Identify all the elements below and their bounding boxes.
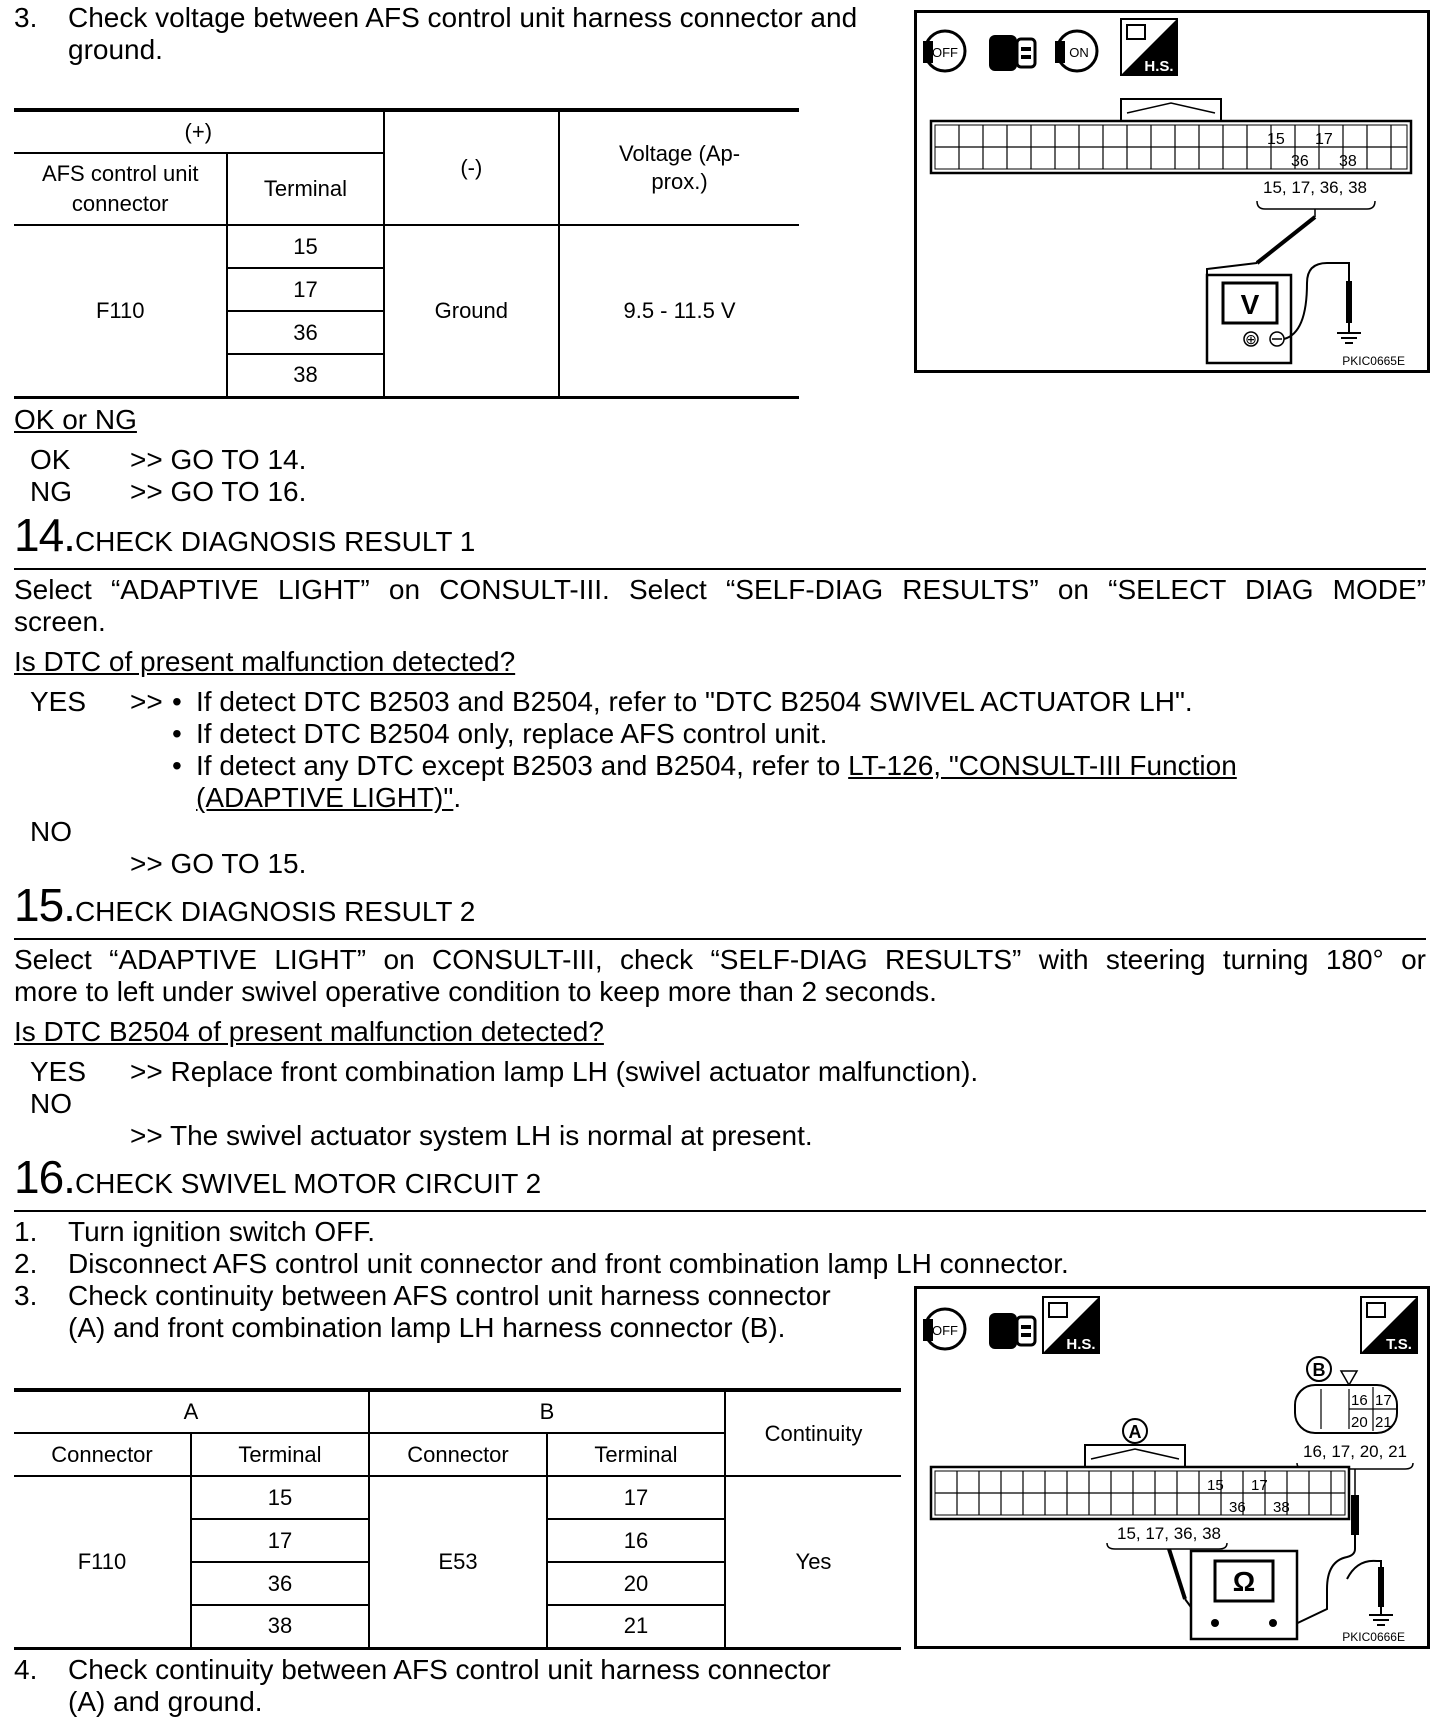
terminal-header: Terminal	[547, 1433, 725, 1476]
a-terminal-value: 36	[191, 1562, 369, 1605]
svg-text:20: 20	[1351, 1414, 1368, 1431]
svg-text:H.S.: H.S.	[1144, 58, 1174, 75]
no-label: NO	[30, 1088, 72, 1119]
step-4-line1: 4. Check continuity between AFS control unit harness connector	[14, 1654, 831, 1685]
svg-text:T.S.: T.S.	[1386, 1336, 1412, 1353]
svg-text:17: 17	[1315, 131, 1333, 148]
bullet-item: If detect any DTC except B2503 and B2504, refer to LT-126, "CONSULT-III Function	[196, 750, 1237, 781]
yes-arrow: >>	[130, 686, 163, 717]
harness-side-icon	[1121, 19, 1177, 75]
terminal-side-icon	[1361, 1297, 1417, 1353]
ignition-off-icon	[923, 1309, 965, 1349]
connector-header: Connector	[14, 1433, 191, 1476]
a-pin-list-label: 15, 17, 36, 38	[1117, 1524, 1221, 1543]
svg-text:H.S.: H.S.	[1066, 1336, 1096, 1353]
bullet-item-continued: (ADAPTIVE LIGHT)".	[196, 782, 462, 813]
connector-disconnect-icon	[989, 1313, 1035, 1349]
terminal-value: 17	[227, 268, 383, 311]
b-terminal-value: 21	[547, 1605, 725, 1648]
connector-disconnect-icon	[989, 35, 1035, 71]
ng-label: NG	[30, 476, 72, 507]
ground-symbol	[1369, 1607, 1393, 1625]
b-terminal-value: 17	[547, 1476, 725, 1519]
figure-code: PKIC0666E	[1342, 1630, 1405, 1644]
voltage-diagram	[917, 13, 1427, 370]
minus-value: Ground	[384, 225, 560, 397]
continuity-diagram	[917, 1289, 1427, 1646]
bullet-item: If detect DTC B2504 only, replace AFS control unit.	[196, 718, 828, 749]
step-3-line2: (A) and front combination lamp LH harness connector (B).	[68, 1312, 786, 1343]
lt-126-link[interactable]: LT-126, "CONSULT-III Function	[848, 750, 1237, 781]
a-terminal-value: 17	[191, 1519, 369, 1562]
svg-text:V: V	[1240, 289, 1260, 320]
svg-text:B: B	[1312, 1360, 1326, 1380]
continuity-value: Yes	[725, 1476, 901, 1648]
svg-text:15: 15	[1207, 1477, 1224, 1494]
section-14-paragraph-line1: Select “ADAPTIVE LIGHT” on CONSULT-III. Select “SELF-DIAG RESULTS” on “SELECT DIAG MODE”	[14, 574, 1426, 605]
step-3-line1: 3. Check voltage between AFS control unit harness connector and	[14, 2, 858, 33]
a-connector-value: F110	[14, 1476, 191, 1648]
terminal-value: 38	[227, 354, 383, 397]
connector-value: F110	[14, 225, 227, 397]
section-16-heading: 16.CHECK SWIVEL MOTOR CIRCUIT 2	[14, 1151, 542, 1203]
a-terminal-value: 38	[191, 1605, 369, 1648]
divider	[14, 568, 1426, 570]
continuity-check-figure	[914, 1286, 1430, 1649]
svg-text:21: 21	[1375, 1414, 1392, 1431]
connector-header: AFS control unit connector	[14, 153, 227, 225]
connector-b	[1295, 1357, 1397, 1433]
figure-code: PKIC0665E	[1342, 354, 1405, 368]
step-1: 1. Turn ignition switch OFF.	[14, 1216, 376, 1247]
svg-text:15: 15	[1267, 131, 1285, 148]
lt-126-link-continued[interactable]: (ADAPTIVE LIGHT)"	[196, 782, 454, 813]
terminal-value: 36	[227, 311, 383, 354]
continuity-header: Continuity	[725, 1390, 901, 1476]
voltage-table	[14, 108, 799, 399]
yes-result: >> Replace front combination lamp LH (swivel actuator malfunction).	[130, 1056, 979, 1087]
ignition-off-icon	[923, 31, 965, 71]
voltage-header: Voltage (Ap-prox.)	[559, 110, 799, 225]
svg-text:36: 36	[1291, 153, 1309, 170]
b-terminal-value: 16	[547, 1519, 725, 1562]
pin-list-label: 15, 17, 36, 38	[1263, 178, 1367, 197]
section-15-question: Is DTC B2504 of present malfunction detected?	[14, 1016, 604, 1047]
plus-header: (+)	[14, 110, 384, 153]
divider	[14, 938, 1426, 940]
section-14-question: Is DTC of present malfunction detected?	[14, 646, 516, 677]
ignition-on-icon	[1055, 31, 1097, 71]
section-14-paragraph-line2: screen.	[14, 606, 106, 637]
terminal-header: Terminal	[191, 1433, 369, 1476]
yes-label: YES	[30, 686, 87, 717]
svg-text:OFF: OFF	[932, 1323, 958, 1338]
ok-result: >> GO TO 14.	[130, 444, 307, 475]
svg-text:ON: ON	[1069, 45, 1089, 60]
voltage-value: 9.5 - 11.5 V	[559, 225, 799, 397]
no-label: NO	[30, 816, 72, 847]
voltmeter	[1207, 275, 1291, 363]
ohmmeter	[1191, 1551, 1297, 1639]
svg-text:36: 36	[1229, 1499, 1246, 1516]
no-result: >> The swivel actuator system LH is normal at present.	[130, 1120, 813, 1151]
b-terminal-value: 20	[547, 1562, 725, 1605]
step-3-line2: ground.	[68, 34, 163, 65]
svg-text:38: 38	[1273, 1499, 1290, 1516]
no-result: >> GO TO 15.	[130, 848, 307, 879]
bullet-item: If detect DTC B2503 and B2504, refer to "DTC B2504 SWIVEL ACTUATOR LH".	[196, 686, 1193, 717]
harness-side-icon	[1043, 1297, 1099, 1353]
divider	[14, 1210, 1426, 1212]
bullet-icon: •	[172, 686, 182, 717]
step-3-line1: 3. Check continuity between AFS control unit harness connector	[14, 1280, 831, 1311]
section-15-paragraph-line2: more to left under swivel operative condition to keep more than 2 seconds.	[14, 976, 937, 1007]
svg-text:A: A	[1128, 1422, 1142, 1442]
ok-ng-title: OK or NG	[14, 404, 137, 435]
minus-header: (-)	[384, 110, 560, 225]
section-15-paragraph-line1: Select “ADAPTIVE LIGHT” on CONSULT-III, check “SELF-DIAG RESULTS” with steering turning 180° or	[14, 944, 1426, 975]
terminal-value: 15	[227, 225, 383, 268]
section-15-heading: 15.CHECK DIAGNOSIS RESULT 2	[14, 879, 476, 931]
svg-text:⊕: ⊕	[1245, 331, 1257, 347]
b-pin-list-label: 16, 17, 20, 21	[1303, 1442, 1407, 1461]
section-14-heading: 14.CHECK DIAGNOSIS RESULT 1	[14, 509, 476, 561]
ok-label: OK	[30, 444, 71, 475]
svg-text:17: 17	[1251, 1477, 1268, 1494]
svg-text:38: 38	[1339, 153, 1357, 170]
connector-header: Connector	[369, 1433, 547, 1476]
svg-text:17: 17	[1375, 1392, 1392, 1409]
step-4-line2: (A) and ground.	[68, 1686, 263, 1717]
svg-text:OFF: OFF	[932, 45, 958, 60]
b-connector-value: E53	[369, 1476, 547, 1648]
svg-text:Ω: Ω	[1232, 1566, 1256, 1597]
bullet-icon: •	[172, 718, 182, 749]
a-terminal-value: 15	[191, 1476, 369, 1519]
continuity-table	[14, 1388, 901, 1650]
ng-result: >> GO TO 16.	[130, 476, 307, 507]
yes-label: YES	[30, 1056, 87, 1087]
step-2: 2. Disconnect AFS control unit connector and front combination lamp LH connector.	[14, 1248, 1069, 1279]
ground-symbol	[1337, 323, 1361, 343]
group-b-header: B	[369, 1390, 725, 1433]
terminal-header: Terminal	[227, 153, 383, 225]
voltage-check-figure	[914, 10, 1430, 373]
bullet-icon: •	[172, 750, 182, 781]
svg-text:16: 16	[1351, 1392, 1368, 1409]
group-a-header: A	[14, 1390, 369, 1433]
